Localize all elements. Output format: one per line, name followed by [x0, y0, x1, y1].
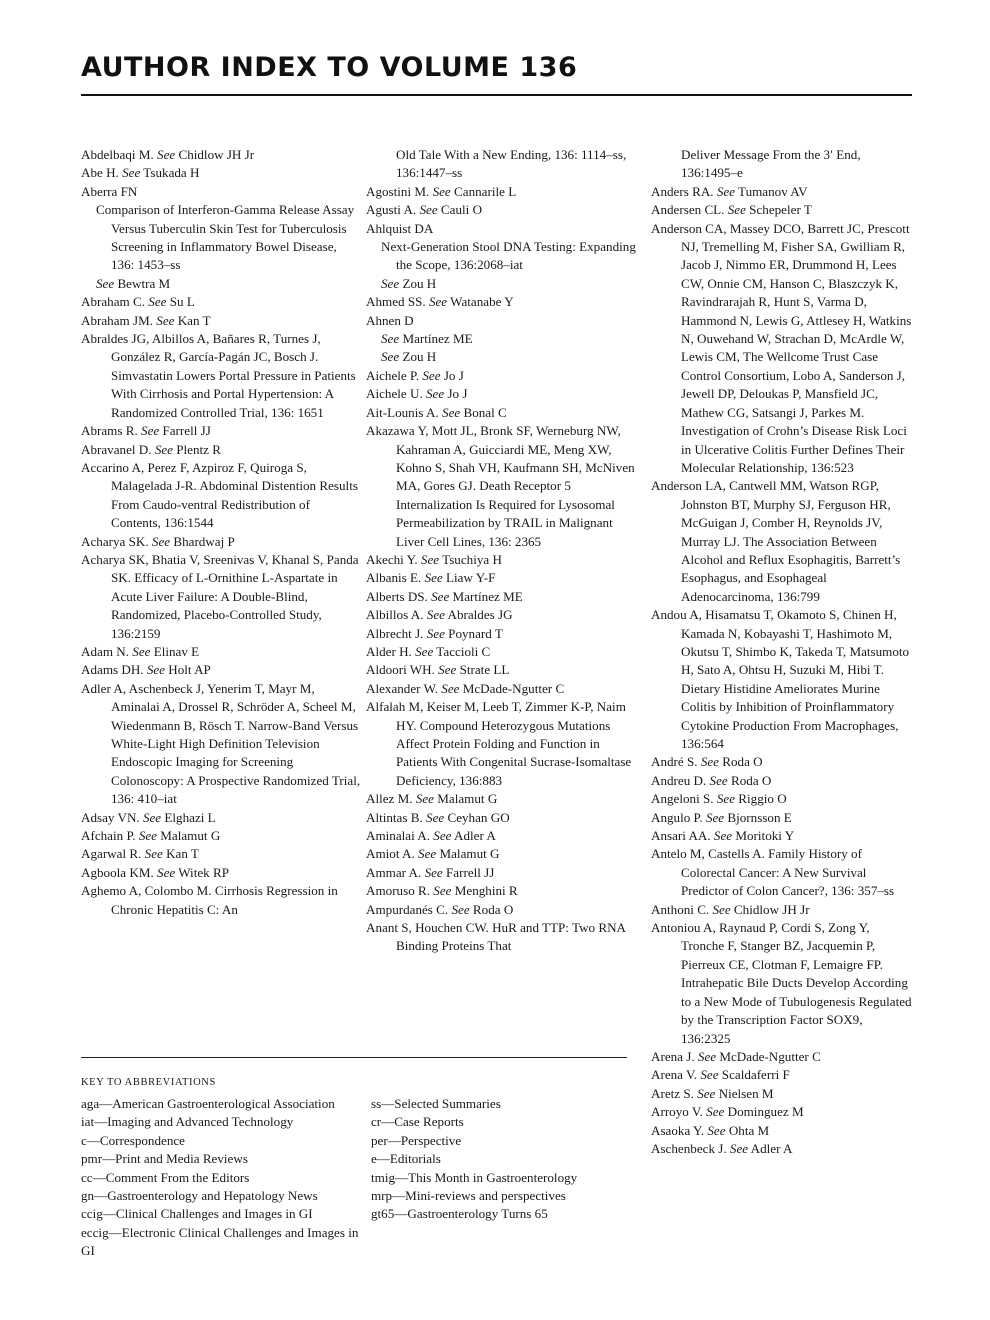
see-reference: See: [157, 147, 176, 162]
index-entry: [366, 845, 636, 863]
see-reference: See: [142, 809, 162, 825]
index-entry: [81, 183, 363, 201]
see-target: Malamut G: [157, 828, 221, 844]
abbreviation-item: ss—Selected Summaries: [371, 1096, 501, 1111]
index-entry: [366, 882, 636, 900]
abbreviation-item: iat—Imaging and Advanced Technology: [81, 1114, 294, 1130]
index-entry: [651, 827, 915, 845]
see-reference: See: [442, 404, 461, 420]
abbreviation-item: gt65—Gastroenterology Turns 65: [371, 1206, 548, 1222]
see-reference: See: [381, 331, 400, 347]
see-target: Zou H: [399, 349, 437, 365]
see-reference: See: [727, 202, 746, 218]
entry-text: Abrams R.: [81, 423, 142, 439]
see-target: Adler A: [451, 828, 496, 844]
see-reference: See: [146, 662, 165, 678]
entry-text: Abraham C.: [81, 294, 149, 310]
see-reference: See: [424, 864, 443, 880]
see-reference: See: [141, 423, 160, 439]
index-entry: [81, 827, 363, 845]
see-reference: See: [700, 754, 719, 770]
entry-text: Asaoka Y.: [651, 1122, 708, 1138]
index-entry: [366, 698, 636, 790]
see-reference: See: [148, 294, 167, 310]
see-target: Chidlow JH Jr: [730, 901, 810, 917]
entry-text: Abraldes JG, Albillos A, Bañares R, Turnes J, González R, García-Pagán JC, Bosch J. Simvastatin Lowers Portal Pressure in Patients With Cirrhosis and Portal Hypertension: A Randomized Controlled Trial, 136: 1651: [81, 331, 356, 420]
see-target: Kan T: [162, 846, 199, 862]
see-reference: See: [729, 1140, 749, 1156]
see-reference: See: [424, 570, 443, 586]
entry-text: Deliver Message From the 3′ End, 136:1495–e: [681, 147, 861, 181]
entry-text: Angeloni S.: [651, 791, 717, 807]
entry-text: Ammar A.: [366, 864, 425, 880]
index-entry: [651, 1085, 915, 1103]
entry-text: Aichele P.: [366, 367, 423, 383]
entry-text: Accarino A, Perez F, Azpiroz F, Quiroga S, Malagelada J-R. Abdominal Distention Results From Caudo-ventral Redistribution of Contents, 136:1544: [81, 459, 358, 531]
index-entry: [651, 146, 915, 183]
see-target: Farrell JJ: [159, 423, 211, 439]
see-target: Tumanov AV: [735, 183, 808, 199]
index-entry: [366, 569, 636, 587]
index-entry: [366, 901, 636, 919]
index-entry: [81, 330, 363, 422]
see-reference: See: [431, 588, 450, 604]
see-target: Bhardwaj P: [170, 533, 235, 549]
index-entry: [366, 809, 636, 827]
entry-text: Anderson LA, Cantwell MM, Watson RGP, Johnston BT, Murphy SJ, Ferguson HR, McGuigan J, Comber H, Reynolds JV, Murray LJ. The Association Between Alcohol and Reflux Esophagitis, Barrett’s Esophagus, and Esophageal Adenocarcinoma, 136:799: [651, 478, 901, 604]
see-target: Elghazi L: [161, 809, 216, 825]
index-entry: [366, 220, 636, 238]
see-target: Plentz R: [172, 441, 221, 457]
index-entry: [366, 385, 636, 403]
see-reference: See: [415, 791, 434, 807]
entry-text: Abe H.: [81, 165, 123, 181]
see-target: Ceyhan GO: [444, 809, 510, 825]
entry-text: Ahmed SS.: [366, 294, 429, 310]
entry-text: Andou A, Hisamatsu T, Okamoto S, Chinen H, Kamada N, Kobayashi T, Hashimoto M, Okutsu T, Shimbo K, Takeda T, Matsumoto H, Sato A, Ohtsu H, Suzuki M, Hibi T. Dietary Histidine Ameliorates Murine Colitis by Inhibition of Proinflammatory Cytokine Production From Macrophages, 136:564: [651, 607, 910, 751]
key-column-left: [81, 1095, 366, 1261]
index-entry: [366, 348, 636, 366]
entry-text: Anthoni C.: [651, 901, 713, 917]
entry-text: Amoruso R.: [366, 883, 434, 899]
see-reference: See: [428, 294, 448, 310]
index-entry: [366, 790, 636, 808]
entry-text: Abravanel D.: [81, 441, 155, 457]
see-target: Bonal C: [460, 404, 507, 420]
index-entry: [81, 643, 363, 661]
see-target: Chidlow JH Jr: [175, 147, 255, 162]
index-entry: [366, 588, 636, 606]
see-reference: See: [716, 791, 736, 807]
entry-text: Arena J.: [651, 1048, 698, 1064]
index-entry: [651, 201, 915, 219]
see-reference: See: [418, 846, 437, 862]
entry-text: Akazawa Y, Mott JL, Bronk SF, Werneburg NW, Kahraman A, Guicciardi ME, Meng XW, Kohno S, Shah VH, Kaufmann SH, McNiven MA, Gores GJ. Death Receptor 5 Internalization Is Required for Lysosomal Permeabilization by TRAIL in Malignant Liver Cell Lines, 136: 2365: [366, 423, 635, 549]
entry-text: Anant S, Houchen CW. HuR and TTP: Two RNA Binding Proteins That: [366, 920, 626, 954]
entry-text: Aretz S.: [651, 1085, 698, 1101]
see-target: Jo J: [440, 367, 464, 383]
entry-text: Alberts DS.: [366, 588, 432, 604]
see-target: Taccioli C: [433, 643, 491, 659]
see-target: Cauli O: [437, 202, 483, 218]
entry-text: Alexander W.: [366, 680, 442, 696]
index-entry: [651, 809, 915, 827]
see-reference: See: [151, 533, 171, 549]
see-reference: See: [712, 901, 731, 917]
index-entry: [366, 625, 636, 643]
see-reference: See: [697, 1085, 716, 1101]
index-entry: [366, 146, 636, 183]
see-reference: See: [706, 1104, 725, 1120]
see-reference: See: [426, 607, 445, 623]
see-target: Malamut G: [436, 846, 500, 862]
see-target: Moritoki Y: [732, 828, 795, 844]
entry-text: Ansari AA.: [651, 828, 714, 844]
entry-text: Adam N.: [81, 643, 133, 659]
see-reference: See: [433, 883, 452, 899]
index-entry: [651, 606, 915, 753]
index-entry: [366, 330, 636, 348]
entry-text: Albillos A.: [366, 607, 427, 623]
see-target: Bewtra M: [114, 275, 171, 291]
index-entry: [366, 422, 636, 551]
index-entry: [366, 201, 636, 219]
entry-text: Andersen CL.: [651, 202, 728, 218]
see-target: Schepeler T: [745, 202, 812, 218]
see-target: Nielsen M: [715, 1085, 774, 1101]
key-column-right: [371, 1095, 626, 1224]
entry-text: Afchain P.: [81, 828, 139, 844]
entry-text: Abdelbaqi M.: [81, 147, 158, 162]
index-entry: [81, 146, 363, 164]
entry-text: Aldoori WH.: [366, 662, 439, 678]
see-target: Farrell JJ: [442, 864, 495, 880]
see-reference: See: [705, 809, 725, 825]
index-entry: [81, 809, 363, 827]
see-target: Roda O: [727, 772, 772, 788]
see-reference: See: [707, 1122, 726, 1138]
entry-text: Aichele U.: [366, 386, 426, 402]
see-reference: See: [432, 183, 451, 199]
entry-text: Arroyo V.: [651, 1104, 707, 1120]
see-target: Adler A: [748, 1140, 793, 1156]
see-reference: See: [709, 772, 728, 788]
entry-text: Alfalah M, Keiser M, Leeb T, Zimmer K-P, Naim HY. Compound Heterozygous Mutations Affect Protein Folding and Function in Patients With Congenital Sucrase-Isomaltase Deficiency, 136:883: [366, 699, 632, 788]
abbreviation-item: per—Perspective: [371, 1132, 462, 1148]
see-reference: See: [700, 1067, 719, 1083]
index-column-2: [366, 146, 636, 956]
see-target: Tsukada H: [140, 165, 200, 181]
entry-text: Agboola KM.: [81, 864, 158, 880]
index-entry: [81, 422, 363, 440]
index-entry: [366, 238, 636, 275]
index-entry: [81, 201, 363, 275]
entry-text: Aschenbeck J.: [651, 1140, 730, 1156]
see-target: Riggio O: [735, 791, 787, 807]
entry-text: Old Tale With a New Ending, 136: 1114–ss, 136:1447–ss: [396, 147, 627, 181]
index-entry: [651, 753, 915, 771]
entry-text: Aberra FN: [81, 183, 138, 199]
see-target: McDade-Ngutter C: [459, 680, 565, 696]
index-entry: [81, 275, 363, 293]
index-entry: [366, 680, 636, 698]
see-target: Abraldes JG: [444, 607, 513, 623]
index-entry: [81, 680, 363, 809]
see-target: Malamut G: [434, 791, 498, 807]
see-reference: See: [144, 846, 163, 862]
index-entry: [366, 293, 636, 311]
index-entry: [651, 901, 915, 919]
entry-text: Akechi Y.: [366, 551, 421, 567]
index-entry: [651, 1066, 915, 1084]
see-reference: See: [381, 275, 400, 291]
see-target: Martínez ME: [399, 331, 473, 347]
see-reference: See: [138, 828, 157, 844]
see-reference: See: [122, 165, 141, 181]
see-reference: See: [419, 202, 438, 218]
index-entry: [81, 661, 363, 679]
index-entry: [651, 845, 915, 900]
see-target: Ohta M: [725, 1122, 770, 1138]
index-entry: [81, 441, 363, 459]
title-rule: [81, 94, 912, 96]
see-reference: See: [713, 828, 733, 844]
entry-text: Anders RA.: [651, 183, 717, 199]
abbreviation-item: gn—Gastroenterology and Hepatology News: [81, 1188, 318, 1204]
see-target: Poynard T: [444, 625, 503, 641]
index-entry: [366, 183, 636, 201]
entry-text: Ait-Lounis A.: [366, 404, 443, 420]
see-target: Tsuchiya H: [439, 551, 502, 567]
entry-text: Agarwal R.: [81, 846, 145, 862]
index-entry: [366, 551, 636, 569]
entry-text: Ahlquist DA: [366, 220, 434, 236]
entry-text: Agusti A.: [366, 202, 420, 218]
index-entry: [81, 551, 363, 643]
see-reference: See: [441, 680, 460, 696]
abbreviation-item: c—Correspondence: [81, 1132, 185, 1148]
entry-text: Aminalai A.: [366, 828, 434, 844]
index-entry: [81, 864, 363, 882]
see-target: Holt AP: [165, 662, 211, 678]
abbreviation-item: cc—Comment From the Editors: [81, 1169, 250, 1185]
entry-text: Albanis E.: [366, 570, 425, 586]
see-reference: See: [132, 643, 151, 659]
index-entry: [366, 919, 636, 956]
index-entry: [81, 164, 363, 182]
entry-text: Antelo M, Castells A. Family History of Colorectal Cancer: A New Survival Predictor of Colon Cancer?, 136: 357–ss: [651, 846, 895, 899]
see-target: Menghini R: [451, 883, 518, 899]
index-entry: [651, 1140, 915, 1158]
abbreviation-item: ccig—Clinical Challenges and Images in GI: [81, 1206, 313, 1222]
entry-text: Adsay VN.: [81, 809, 143, 825]
entry-text: André S.: [651, 754, 701, 770]
see-target: Roda O: [719, 754, 763, 770]
index-entry: [651, 1103, 915, 1121]
entry-text: Acharya SK, Bhatia V, Sreenivas V, Khanal S, Panda SK. Efficacy of L-Ornithine L-Aspartate in Acute Liver Failure: A Double-Blind, Randomized, Placebo-Controlled Study, 136:2159: [81, 551, 359, 641]
index-entry: [651, 1048, 915, 1066]
see-target: Watanabe Y: [447, 294, 514, 310]
entry-text: Comparison of Interferon-Gamma Release Assay Versus Tuberculin Skin Test for Tuberculosis Screening in Inflammatory Bowel Disease, 136: 1453–ss: [96, 202, 355, 273]
key-heading: KEY TO ABBREVIATIONS: [81, 1077, 216, 1088]
see-reference: See: [438, 662, 457, 678]
see-target: Roda O: [469, 901, 514, 917]
entry-text: Acharya SK.: [81, 533, 152, 549]
entry-text: Next-Generation Stool DNA Testing: Expanding the Scope, 136:2068–iat: [381, 239, 636, 273]
entry-text: Anderson CA, Massey DCO, Barrett JC, Prescott NJ, Tremelling M, Fisher SA, Gwilliam R, Jacob J, Nimmo ER, Drummond H, Lees CW, Onnie CM, Hanson C, Blaszczyk K, Ravindrarajah R, Hunt S, Varma D, Hammond N, Lewis G, Attlesey H, Watkins N, Ouwehand W, Strachan D, McArdle W, Lewis CM, The Wellcome Trust Case Control Consortium, Lobo A, Sanderson J, Jewell DP, Deloukas P, Mansfield JC, Mathew CG, Satsangi J, Parkes M. Investigation of Crohn’s Disease Risk Loci in Ulcerative Colitis Further Defines Their Molecular Relationship, 136:523: [651, 220, 912, 475]
see-target: McDade-Ngutter C: [716, 1048, 821, 1064]
entry-text: Albrecht J.: [366, 625, 427, 641]
index-entry: [651, 919, 915, 1048]
see-reference: See: [426, 625, 445, 641]
index-entry: [366, 661, 636, 679]
index-entry: [651, 220, 915, 478]
see-reference: See: [422, 367, 441, 383]
entry-text: Adler A, Aschenbeck J, Yenerim T, Mayr M, Aminalai A, Drossel R, Schröder A, Scheel M, Wiedenmann B, Rösch T. Narrow-Band Versus White-Light High Definition Television Endoscopic Imaging for Screening Colonoscopy: A Prospective Randomized Trial, 136: 410–iat: [81, 680, 361, 807]
index-entry: [651, 1122, 915, 1140]
abbreviation-item: pmr—Print and Media Reviews: [81, 1151, 248, 1167]
entry-text: Amiot A.: [366, 846, 419, 862]
see-reference: See: [426, 809, 445, 825]
index-entry: [651, 772, 915, 790]
see-reference: See: [451, 901, 470, 917]
index-entry: [366, 864, 636, 882]
abbreviation-item: e—Editorials: [371, 1151, 441, 1167]
entry-text: Allez M.: [366, 791, 416, 807]
see-reference: See: [415, 643, 434, 659]
index-entry: [651, 790, 915, 808]
see-target: Cannarile L: [450, 183, 517, 199]
see-reference: See: [426, 386, 445, 402]
entry-text: Ampurdanés C.: [366, 901, 452, 917]
index-entry: [366, 643, 636, 661]
see-reference: See: [381, 349, 400, 365]
see-target: Jo J: [444, 386, 468, 402]
index-entry: [81, 459, 363, 533]
index-column-1: [81, 146, 363, 919]
index-entry: [366, 312, 636, 330]
see-target: Liaw Y-F: [442, 570, 496, 586]
index-entry: [366, 404, 636, 422]
see-target: Witek RP: [175, 864, 229, 880]
see-reference: See: [433, 828, 452, 844]
entry-text: Aghemo A, Colombo M. Cirrhosis Regression in Chronic Hepatitis C: An: [81, 883, 338, 917]
see-reference: See: [96, 275, 115, 291]
index-entry: [651, 183, 915, 201]
index-entry: [366, 367, 636, 385]
see-reference: See: [420, 551, 440, 567]
index-entry: [366, 827, 636, 845]
index-column-3: [651, 146, 915, 1158]
index-entry: [366, 606, 636, 624]
entry-text: Arena V.: [651, 1067, 701, 1083]
see-reference: See: [154, 441, 173, 457]
abbreviation-item: tmig—This Month in Gastroenterology: [371, 1169, 578, 1185]
abbreviation-item: cr—Case Reports: [371, 1114, 464, 1130]
see-target: Martínez ME: [449, 588, 523, 604]
index-entry: [81, 845, 363, 863]
abbreviation-item: aga—American Gastroenterological Association: [81, 1096, 335, 1111]
see-target: Elinav E: [150, 643, 200, 659]
see-target: Scaldaferri F: [718, 1067, 790, 1083]
entry-text: Antoniou A, Raynaud P, Cordi S, Zong Y, Tronche F, Stanger BZ, Jacquemin P, Pierreux CE, Clotman F, Lemaigre FP. Intrahepatic Bile Ducts Develop According to a New Mode of Tubulogenesis Regulated by the Transcription Factor SOX9, 136:2325: [651, 920, 912, 1046]
abbreviation-item: eccig—Electronic Clinical Challenges and Images in GI: [81, 1224, 359, 1259]
index-entry: [651, 477, 915, 606]
see-reference: See: [716, 183, 735, 199]
entry-text: Adams DH.: [81, 662, 147, 678]
see-reference: See: [697, 1048, 717, 1064]
see-target: Zou H: [399, 275, 437, 291]
page-title: AUTHOR INDEX TO VOLUME 136: [81, 52, 578, 83]
index-entry: [81, 312, 363, 330]
entry-text: Altintas B.: [366, 809, 427, 825]
see-target: Strate LL: [456, 662, 510, 678]
entry-text: Angulo P.: [651, 809, 706, 825]
see-target: Kan T: [174, 312, 211, 328]
entry-text: Alder H.: [366, 643, 416, 659]
abbreviation-item: mrp—Mini-reviews and perspectives: [371, 1188, 566, 1204]
entry-text: Andreu D.: [651, 772, 710, 788]
see-target: Dominguez M: [724, 1104, 804, 1120]
index-entry: [81, 293, 363, 311]
see-reference: See: [156, 312, 175, 328]
see-target: Bjornsson E: [724, 809, 792, 825]
index-entry: [81, 882, 363, 919]
key-divider: [81, 1057, 627, 1058]
index-entry: [81, 533, 363, 551]
see-target: Su L: [166, 294, 195, 310]
see-reference: See: [157, 864, 176, 880]
entry-text: Agostini M.: [366, 183, 433, 199]
entry-text: Abraham JM.: [81, 312, 157, 328]
index-entry: [366, 275, 636, 293]
entry-text: Ahnen D: [366, 312, 414, 328]
